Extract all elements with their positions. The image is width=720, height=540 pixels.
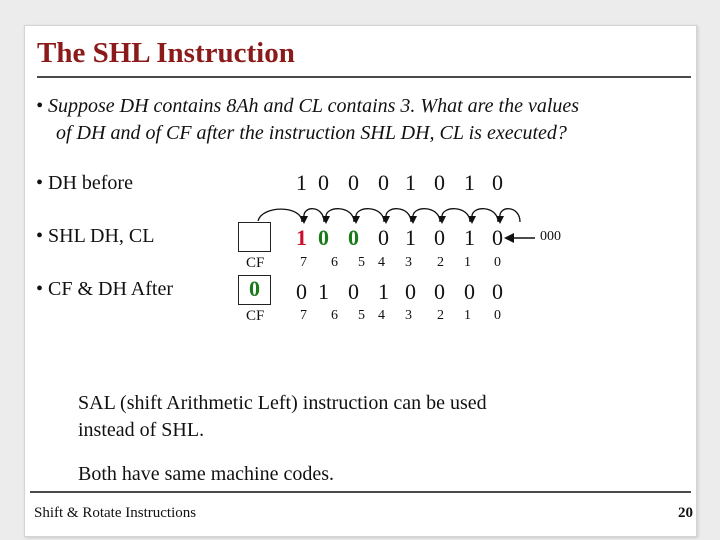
idx-2-bit-index-5: 2 bbox=[437, 308, 444, 323]
bits-before-0: 1 bbox=[296, 170, 307, 195]
bits-before-7: 0 bbox=[492, 170, 503, 195]
page-number: 20 bbox=[678, 505, 693, 521]
idx-1-bit-index-6: 1 bbox=[464, 255, 471, 270]
bits-after-7: 0 bbox=[492, 279, 503, 304]
bit-indices-1 bbox=[0, 255, 720, 273]
bits-before-4: 1 bbox=[405, 170, 416, 195]
shl-label: • SHL DH, CL bbox=[36, 225, 155, 247]
bits-before-1: 0 bbox=[318, 170, 329, 195]
cf-label-2: CF bbox=[246, 308, 265, 324]
dh-before-label: • DH before bbox=[36, 172, 133, 194]
idx-1-bit-index-7: 0 bbox=[494, 255, 501, 270]
cf-label-1: CF bbox=[246, 255, 265, 271]
bits-shift-0: 1 bbox=[296, 225, 307, 250]
idx-2-bit-index-6: 1 bbox=[464, 308, 471, 323]
bits-before-5: 0 bbox=[434, 170, 445, 195]
idx-1-bit-index-1: 6 bbox=[331, 255, 338, 270]
idx-2-bit-index-1: 6 bbox=[331, 308, 338, 323]
bits-before-2: 0 bbox=[348, 170, 359, 195]
shift-in-zeros: 000 bbox=[540, 229, 561, 244]
idx-1-bit-index-2: 5 bbox=[358, 255, 365, 270]
bits-shift-4: 1 bbox=[405, 225, 416, 250]
idx-2-bit-index-0: 7 bbox=[300, 308, 307, 323]
page-title: The SHL Instruction bbox=[37, 37, 295, 69]
footer-divider bbox=[30, 491, 691, 493]
bits-shift-7: 0 bbox=[492, 225, 503, 250]
idx-2-bit-index-7: 0 bbox=[494, 308, 501, 323]
bits-shift-5: 0 bbox=[434, 225, 445, 250]
bits-after-4: 0 bbox=[405, 279, 416, 304]
bits-before-3: 0 bbox=[378, 170, 389, 195]
idx-2-bit-index-2: 5 bbox=[358, 308, 365, 323]
bits-before-6: 1 bbox=[464, 170, 475, 195]
bits-after-6: 0 bbox=[464, 279, 475, 304]
idx-1-bit-index-0: 7 bbox=[300, 255, 307, 270]
footer-title: Shift & Rotate Instructions bbox=[34, 505, 197, 521]
bits-after-2: 0 bbox=[348, 279, 359, 304]
idx-1-bit-index-5: 2 bbox=[437, 255, 444, 270]
after-label: • CF & DH After bbox=[36, 278, 174, 300]
bits-shift-1: 0 bbox=[318, 225, 329, 250]
idx-2-bit-index-3: 4 bbox=[378, 308, 385, 323]
question-line-2: of DH and of CF after the instruction SHL DH, CL is executed? bbox=[56, 122, 567, 144]
sal-note bbox=[78, 390, 487, 444]
sal-note-line-1: SAL (shift Arithmetic Left) instruction can be used bbox=[78, 392, 487, 414]
bits-after-0: 0 bbox=[296, 279, 307, 304]
bits-after-3: 1 bbox=[378, 279, 389, 304]
sal-note-line-2: instead of SHL. bbox=[78, 419, 205, 441]
bits-shift-6: 1 bbox=[464, 225, 475, 250]
question-line-1: • Suppose DH contains 8Ah and CL contains 3. What are the values bbox=[36, 95, 580, 117]
idx-1-bit-index-4: 3 bbox=[405, 255, 412, 270]
machine-codes-note: Both have same machine codes. bbox=[78, 463, 335, 485]
bits-after-1: 1 bbox=[318, 279, 329, 304]
idx-2-bit-index-4: 3 bbox=[405, 308, 412, 323]
bits-shift-3: 0 bbox=[378, 225, 389, 250]
bits-after-5: 0 bbox=[434, 279, 445, 304]
cf-after-value: 0 bbox=[249, 276, 260, 301]
idx-1-bit-index-3: 4 bbox=[378, 255, 385, 270]
bit-indices-2 bbox=[0, 308, 720, 326]
dh-after-bits bbox=[0, 279, 720, 307]
bits-shift-2: 0 bbox=[348, 225, 359, 250]
